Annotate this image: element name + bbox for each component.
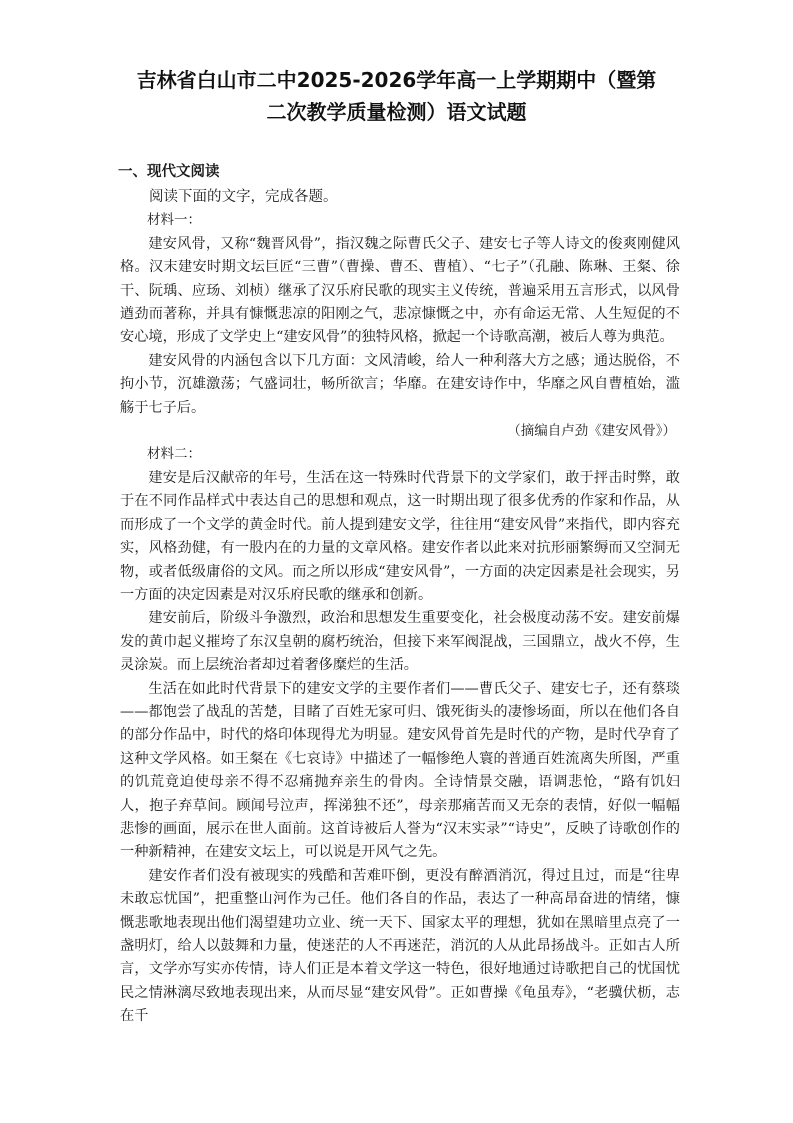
material-1-paragraph-2: 建安风骨的内涵包含以下几方面：文风清峻，给人一种利落大方之感；通达脱俗，不拘小节，沉雄激荡；气盛词壮，畅所欲言；华靡。在建安诗作中，华靡之风自曹植始，滥觞于七子后。 xyxy=(120,352,680,416)
material-2-label: 材料二： xyxy=(147,446,201,463)
page-title xyxy=(100,64,693,128)
material-1-label: 材料一： xyxy=(147,212,201,229)
title-line-2: 二次教学质量检测）语文试题 xyxy=(266,100,527,124)
material-2-paragraph-4: 建安作者们没有被现实的残酷和苦难吓倒，更没有醉酒消沉，得过且过，而是“往卑未敢忘忧国”，把重整山河作为己任。他们各自的作品，表达了一种高昂奋进的情绪，慷慨悲歌地表现出他们渴望建功立业、统一天下、国家太平的理想，犹如在黑暗里点亮了一盏明灯，给人以鼓舞和力量，使迷茫的人不再迷茫，消沉的人从此昂扬战斗。正如古人所言，文学亦写实亦传情，诗人们正是本着文学这一特色，很好地通过诗歌把自己的忧国忧民之情淋漓尽致地表现出来，从而尽显“建安风骨”。正如曹操《龟虽寿》，“老骥伏枥，志在千 xyxy=(120,867,680,1025)
material-1-source: （摘编自卢劲《建安风骨》） xyxy=(507,423,676,440)
title-line-1: 吉林省白山市二中2025-2026学年高一上学期期中（暨第 xyxy=(136,68,657,92)
reading-passage xyxy=(120,186,680,1029)
material-2-paragraph-2: 建安前后，阶级斗争激烈，政治和思想发生重要变化，社会极度动荡不安。建安前爆发的黄巾起义摧垮了东汉皇朝的腐朽统治，但接下来军阀混战，三国鼎立，战火不停，生灵涂炭。而上层统治者却过着奢侈糜烂的生活。 xyxy=(120,610,680,674)
material-2-paragraph-1: 建安是后汉献帝的年号，生活在这一特殊时代背景下的文学家们，敢于抨击时弊，敢于在不同作品样式中表达自己的思想和观点，这一时期出现了很多优秀的作家和作品，从而形成了一个文学的黄金时代。前人提到建安文学，往往用“建安风骨”来指代，即内容充实，风格劲健，有一股内在的力量的文章风格。建安作者以此来对抗形丽繁缛而又空洞无物，或者低级庸俗的文风。而之所以形成“建安风骨”，一方面的决定因素是社会现实，另一方面的决定因素是对汉乐府民歌的继承和创新。 xyxy=(120,469,680,603)
material-1-paragraph-1: 建安风骨，又称“魏晋风骨”，指汉魏之际曹氏父子、建安七子等人诗文的俊爽刚健风格。汉末建安时期文坛巨匠“三曹”（曹操、曹丕、曹植）、“七子”（孔融、陈琳、王粲、徐干、阮瑀、应玚、刘桢）继承了汉乐府民歌的现实主义传统，普遍采用五言形式，以风骨遒劲而著称，并具有慷慨悲凉的阳刚之气，悲凉慷慨之中，亦有命运无常、人生短促的不安心境，形成了文学史上“建安风骨”的独特风格，掀起一个诗歌高潮，被后人尊为典范。 xyxy=(120,235,680,346)
instruction-text: 阅读下面的文字，完成各题。 xyxy=(149,189,338,205)
section-heading: 一、现代文阅读 xyxy=(118,164,220,180)
material-2-paragraph-3: 生活在如此时代背景下的建安文学的主要作者们——曹氏父子、建安七子，还有蔡琰——都饱尝了战乱的苦楚，目睹了百姓无家可归、饿死街头的凄惨场面，所以在他们各自的部分作品中，时代的烙印体现得尤为明显。建安风骨首先是时代的产物，是时代孕育了这种文学风格。如王粲在《七哀诗》中描述了一幅惨绝人寰的普通百姓流离失所图，严重的饥荒竟迫使母亲不得不忍痛抛弃亲生的骨肉。全诗情景交融，语调悲怆，“路有饥妇人，抱子弃草间。顾闻号泣声，挥涕独不还”，母亲那痛苦而又无奈的表情，好似一幅幅悲惨的画面，展示在世人面前。这首诗被后人誉为“汉末实录”“诗史”，反映了诗歌创作的一种新精神，在建安文坛上，可以说是开风气之先。 xyxy=(120,680,680,861)
